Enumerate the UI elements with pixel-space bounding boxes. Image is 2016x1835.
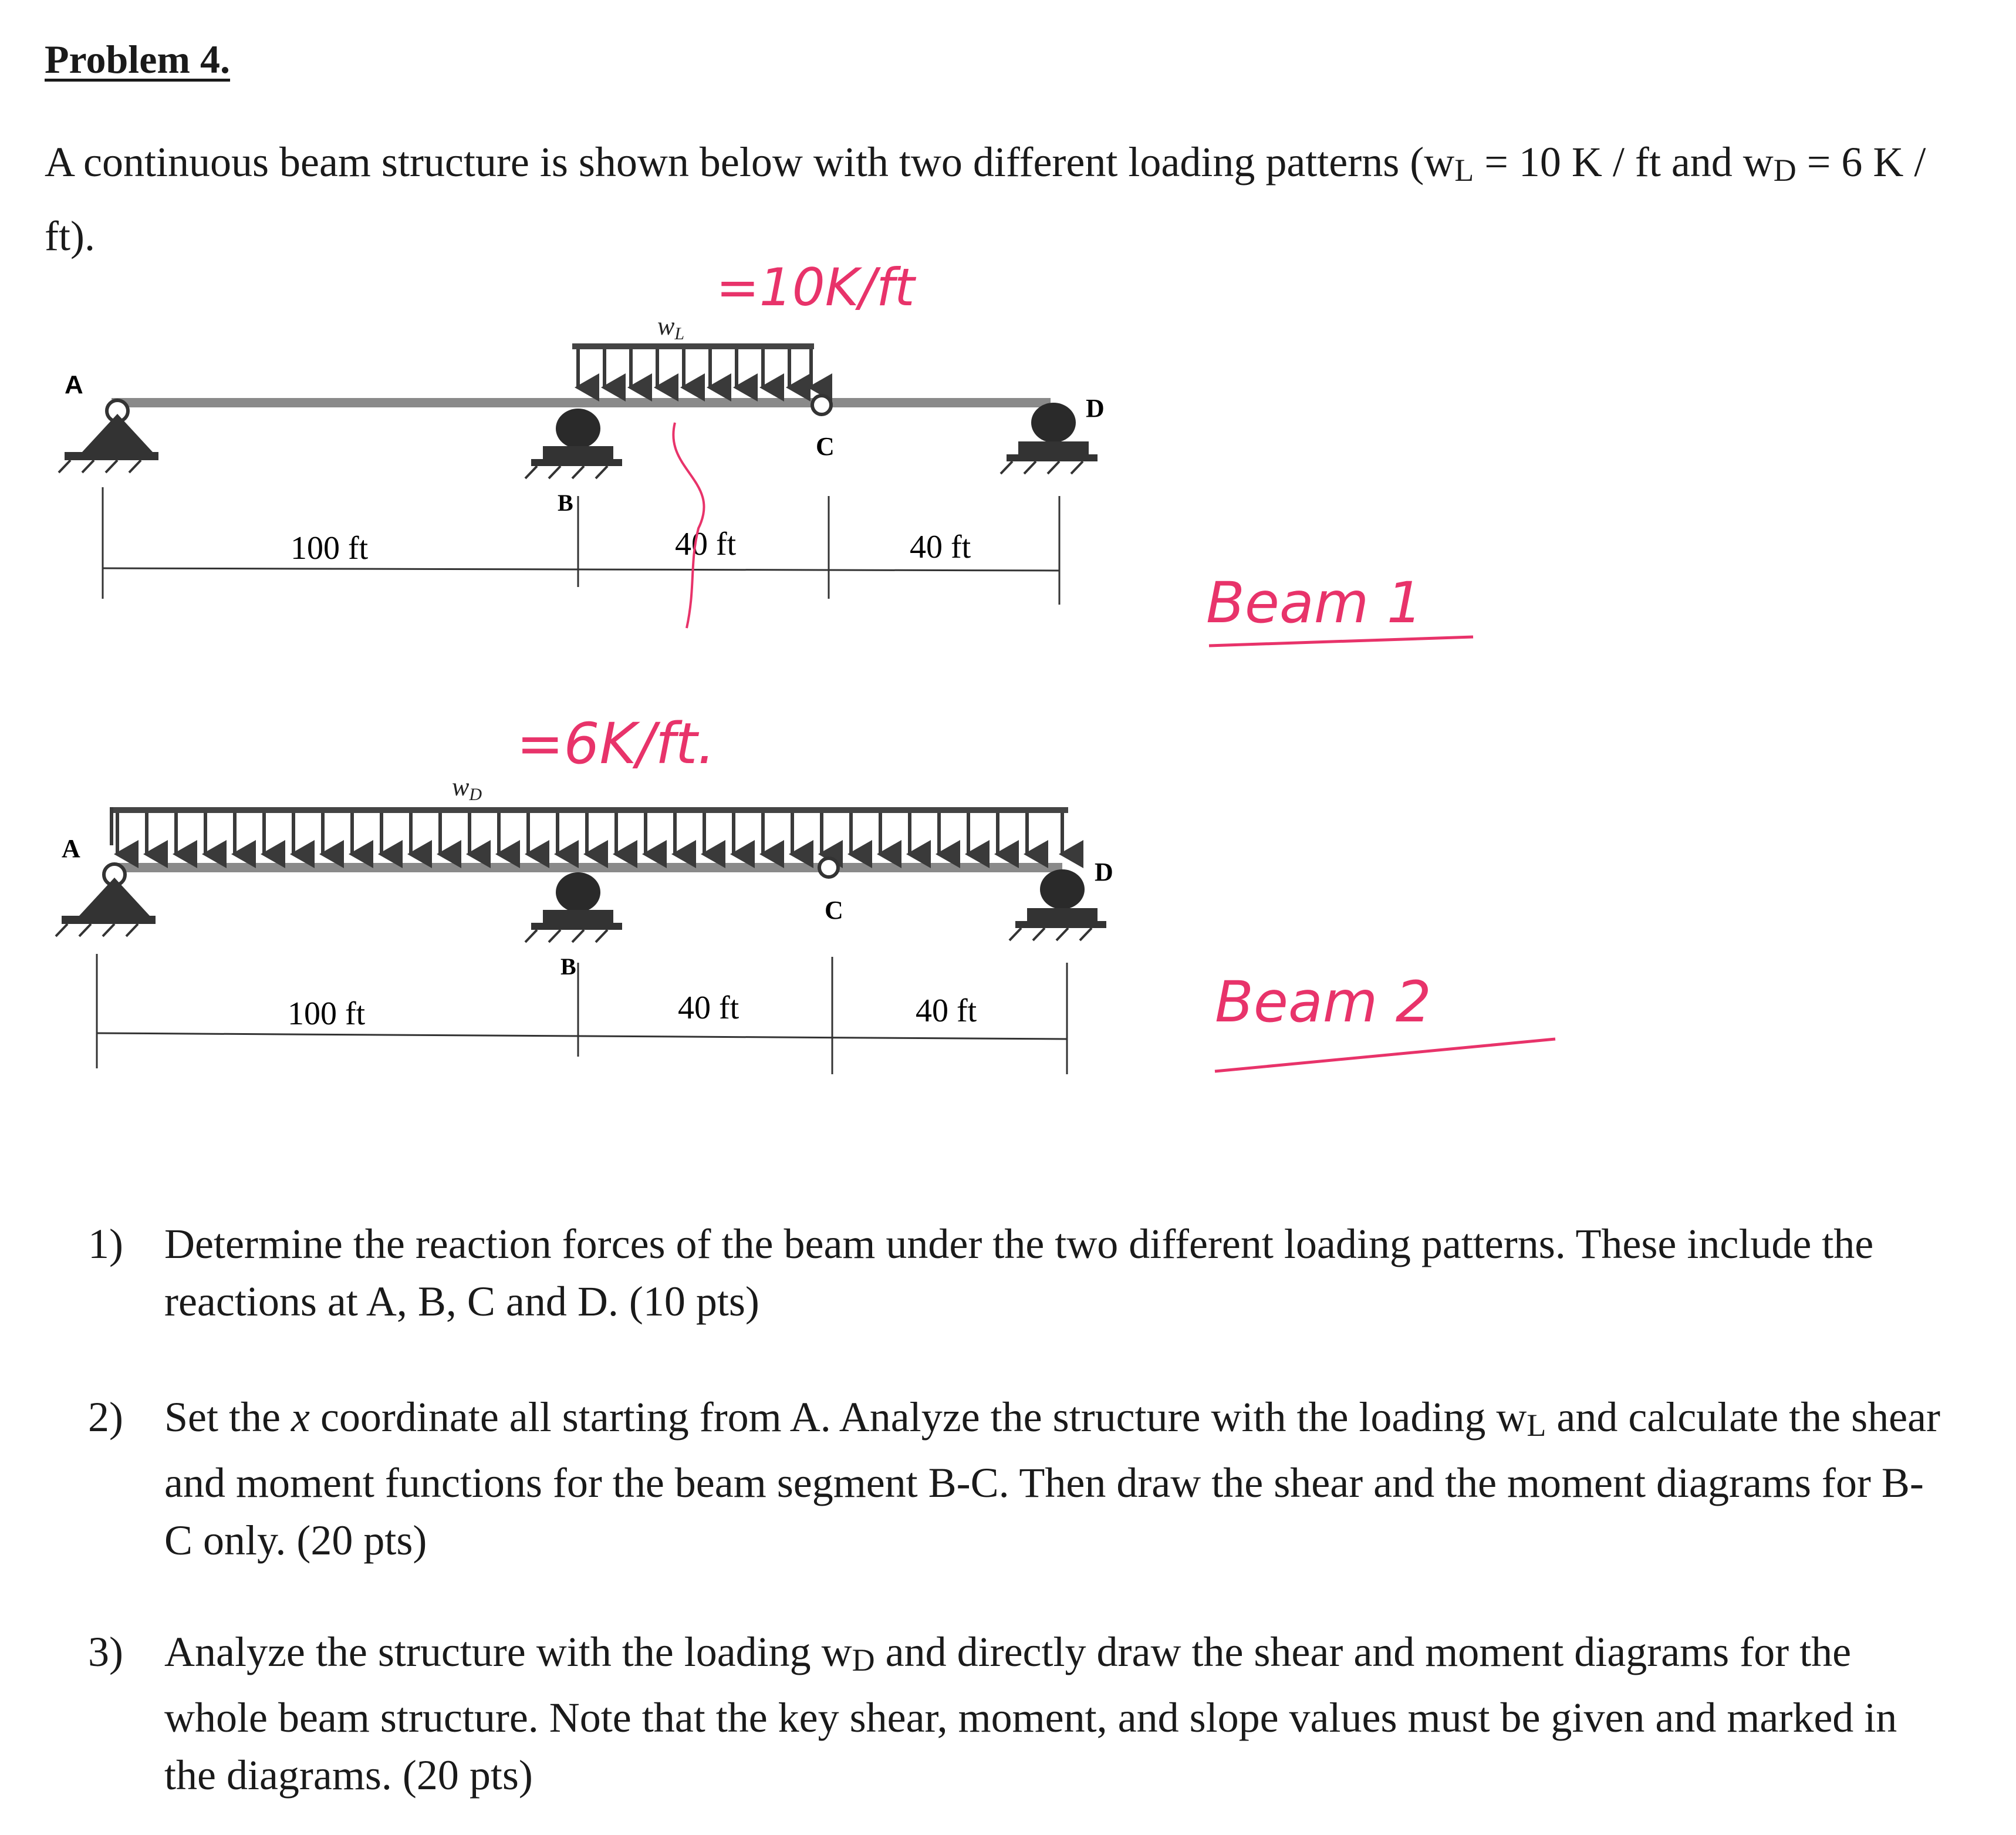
beam-2-load-label: wD — [452, 773, 482, 804]
beam-2-label-c: C — [825, 896, 843, 925]
intro-part-a: A continuous beam structure is shown below with two different loading patterns (w — [45, 139, 1455, 185]
question-3-number: 3) — [88, 1628, 123, 1675]
beam-1 — [59, 257, 1473, 646]
question-1-text: Determine the reaction forces of the beam under the two different loading patterns. These include the reactions at A, B, C and D. (10 pts) — [164, 1220, 1874, 1325]
beam-2-support-b — [525, 872, 622, 942]
question-2-sub: L — [1527, 1408, 1546, 1443]
intro-sub-d: D — [1773, 153, 1796, 188]
beam-1-support-b — [525, 409, 622, 478]
beam-2 — [56, 711, 1555, 1074]
beam-1-label-b: B — [558, 490, 573, 516]
intro-part-c: = 6 K / ft). — [45, 139, 1926, 260]
question-2-x: x — [291, 1394, 310, 1441]
beam-2-note-underline — [1215, 1039, 1555, 1071]
beam-2-label-d: D — [1095, 858, 1113, 886]
intro-sub-l: L — [1454, 153, 1474, 188]
beam-1-support-a — [59, 400, 158, 473]
beam-2-note: Beam 2 — [1215, 969, 1431, 1035]
beam-2-dim-ab: 100 ft — [288, 996, 366, 1032]
beam-1-dim-bc: 40 ft — [675, 526, 737, 562]
question-2-part-c: and calculate the shear and moment functions for the beam segment B-C. Then draw the shear and the moment diagrams for B-C only. (20 pts) — [164, 1394, 1941, 1564]
question-2-part-b: coordinate all starting from A. Analyze the structure with the loading w — [309, 1394, 1527, 1441]
question-2 — [88, 1388, 1943, 1569]
question-2-number: 2) — [88, 1394, 123, 1441]
question-1 — [88, 1215, 1943, 1330]
beam-1-dim-cd: 40 ft — [910, 529, 971, 565]
beam-1-label-d: D — [1086, 394, 1105, 423]
beam-1-support-d — [1001, 403, 1098, 474]
question-3-part-a: Analyze the structure with the loading w — [164, 1628, 852, 1675]
beam-2-hinge-c — [819, 858, 838, 877]
beam-1-hinge-c — [812, 396, 831, 414]
beam-1-handwritten-stroke — [673, 423, 704, 628]
beam-1-member — [112, 398, 1051, 407]
beam-1-label-a: A — [65, 370, 83, 399]
question-1-number: 1) — [88, 1220, 123, 1267]
beam-2-support-a — [56, 864, 156, 936]
beam-2-support-d — [1009, 869, 1106, 940]
beam-1-distributed-load — [572, 343, 814, 387]
beam-1-label-c: C — [816, 432, 835, 461]
intro-part-b: = 10 K / ft and w — [1474, 139, 1774, 185]
beam-2-dim-bc: 40 ft — [678, 990, 739, 1026]
problem-title: Problem 4. — [45, 37, 231, 82]
beam-2-dim-cd: 40 ft — [916, 993, 977, 1029]
beam-1-note-underline — [1209, 637, 1473, 646]
beam-2-label-b: B — [560, 953, 576, 980]
beam-2-load-annotation: =6K/ft. — [516, 711, 715, 777]
beam-1-load-label: wL — [657, 312, 685, 343]
question-3-part-b: and directly draw the shear and moment diagrams for the whole beam structure. Note that the key shear, moment, and slope values must be given and marked in the diagrams. (20 pts) — [164, 1628, 1897, 1799]
question-2-part-a: Set the — [164, 1394, 291, 1441]
beam-2-label-a: A — [62, 834, 80, 863]
question-3-sub: D — [852, 1642, 875, 1678]
beam-1-load-annotation: =10K/ft — [716, 257, 915, 318]
question-3 — [88, 1623, 1943, 1804]
beam-2-distributed-load — [112, 807, 1068, 854]
beam-1-dim-ab: 100 ft — [291, 530, 369, 566]
beam-2-member — [112, 863, 1062, 872]
beam-1-note: Beam 1 — [1206, 570, 1423, 636]
